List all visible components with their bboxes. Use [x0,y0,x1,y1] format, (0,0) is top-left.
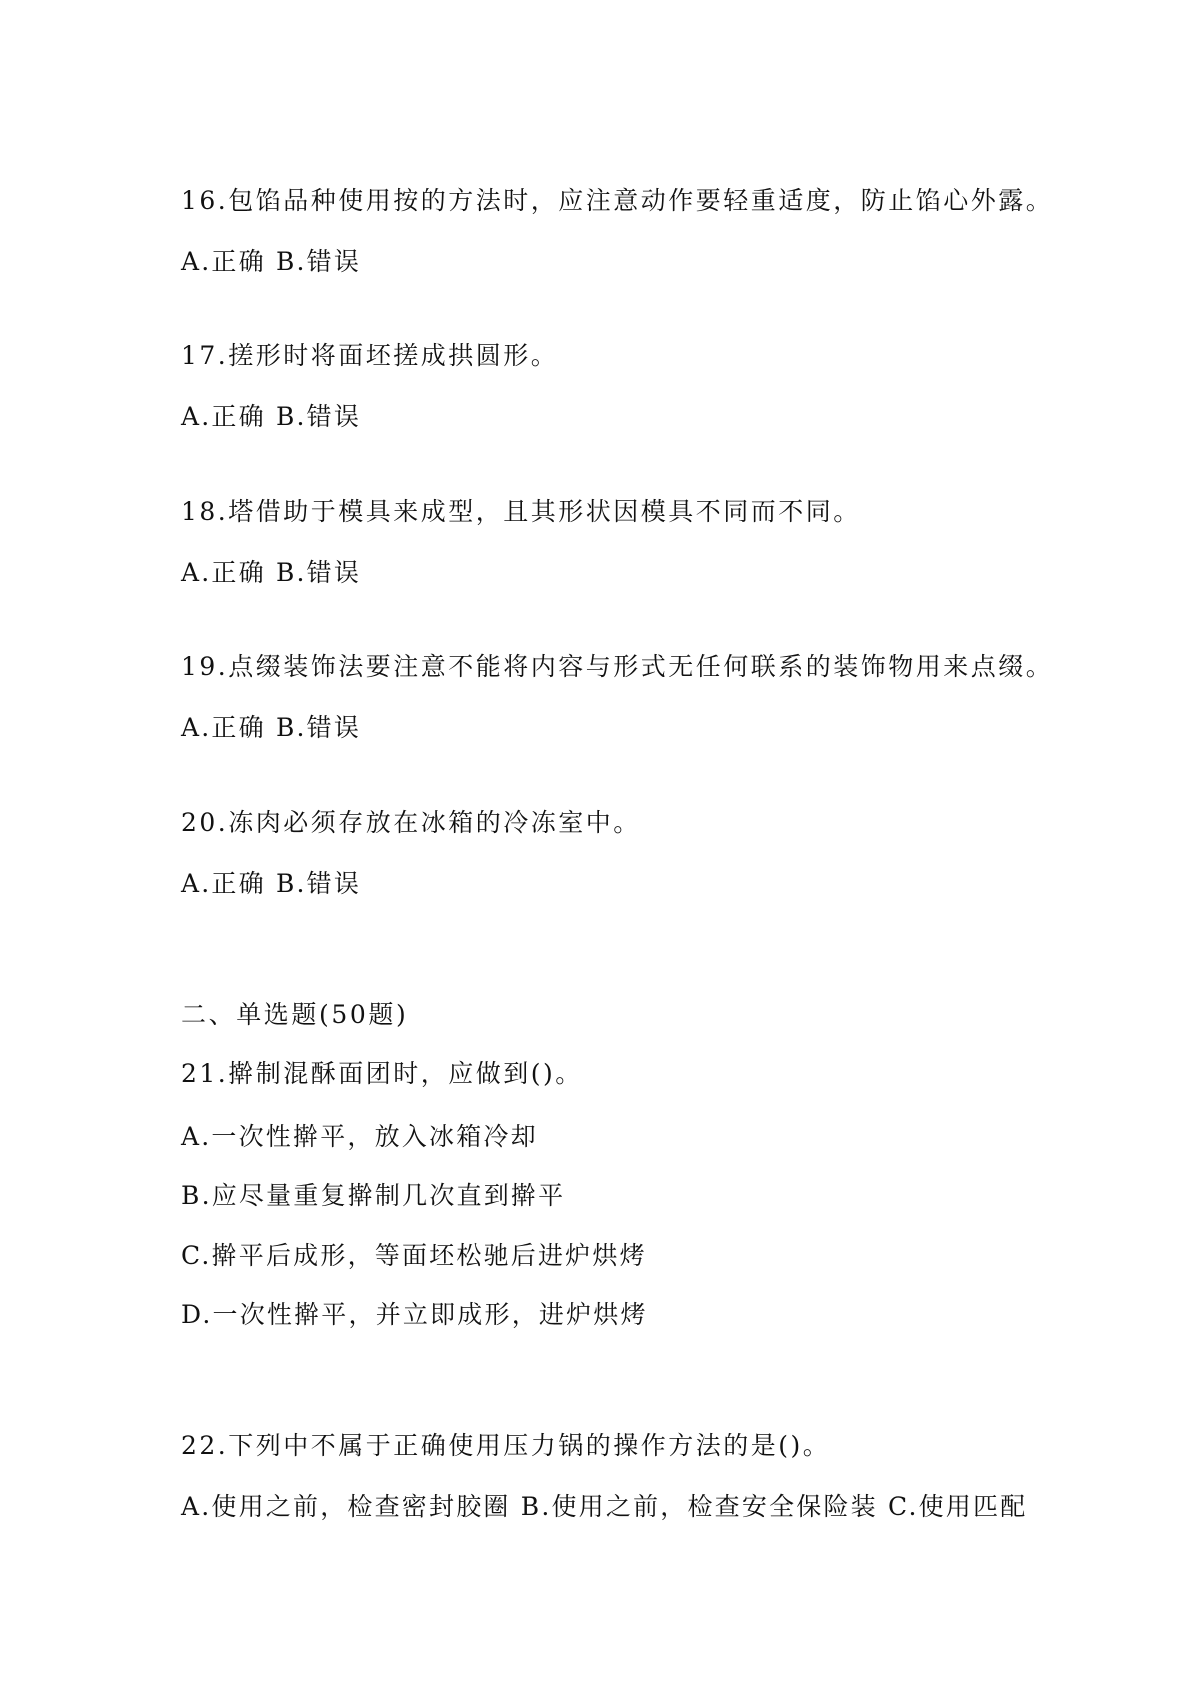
question-21-option-a: A.一次性擀平，放入冰箱冷却 [181,1122,538,1151]
question-21-option-d: D.一次性擀平，并立即成形，进炉烘烤 [181,1300,648,1329]
question-18-options: A.正确 B.错误 [181,558,362,587]
question-16-options: A.正确 B.错误 [181,247,362,276]
question-18: 18.塔借助于模具来成型，且其形状因模具不同而不同。 [181,497,861,526]
question-21-option-c: C.擀平后成形，等面坯松驰后进炉烘烤 [181,1241,647,1270]
question-17-options: A.正确 B.错误 [181,402,362,431]
question-21: 21.擀制混酥面团时，应做到()。 [181,1059,583,1088]
question-21-option-b: B.应尽量重复擀制几次直到擀平 [181,1181,566,1210]
question-17: 17.搓形时将面坯搓成拱圆形。 [181,341,559,370]
section-heading: 二、单选题(50题) [181,1000,409,1029]
question-19: 19.点缀装饰法要注意不能将内容与形式无任何联系的装饰物用来点缀。 [181,652,1054,681]
question-20: 20.冻肉必须存放在冰箱的冷冻室中。 [181,808,641,837]
question-19-options: A.正确 B.错误 [181,713,362,742]
question-16: 16.包馅品种使用按的方法时，应注意动作要轻重适度，防止馅心外露。 [181,186,1054,215]
question-22: 22.下列中不属于正确使用压力锅的操作方法的是()。 [181,1431,831,1460]
question-22-options: A.使用之前，检查密封胶圈 B.使用之前，检查安全保险装 C.使用匹配 [181,1492,1028,1521]
question-20-options: A.正确 B.错误 [181,869,362,898]
